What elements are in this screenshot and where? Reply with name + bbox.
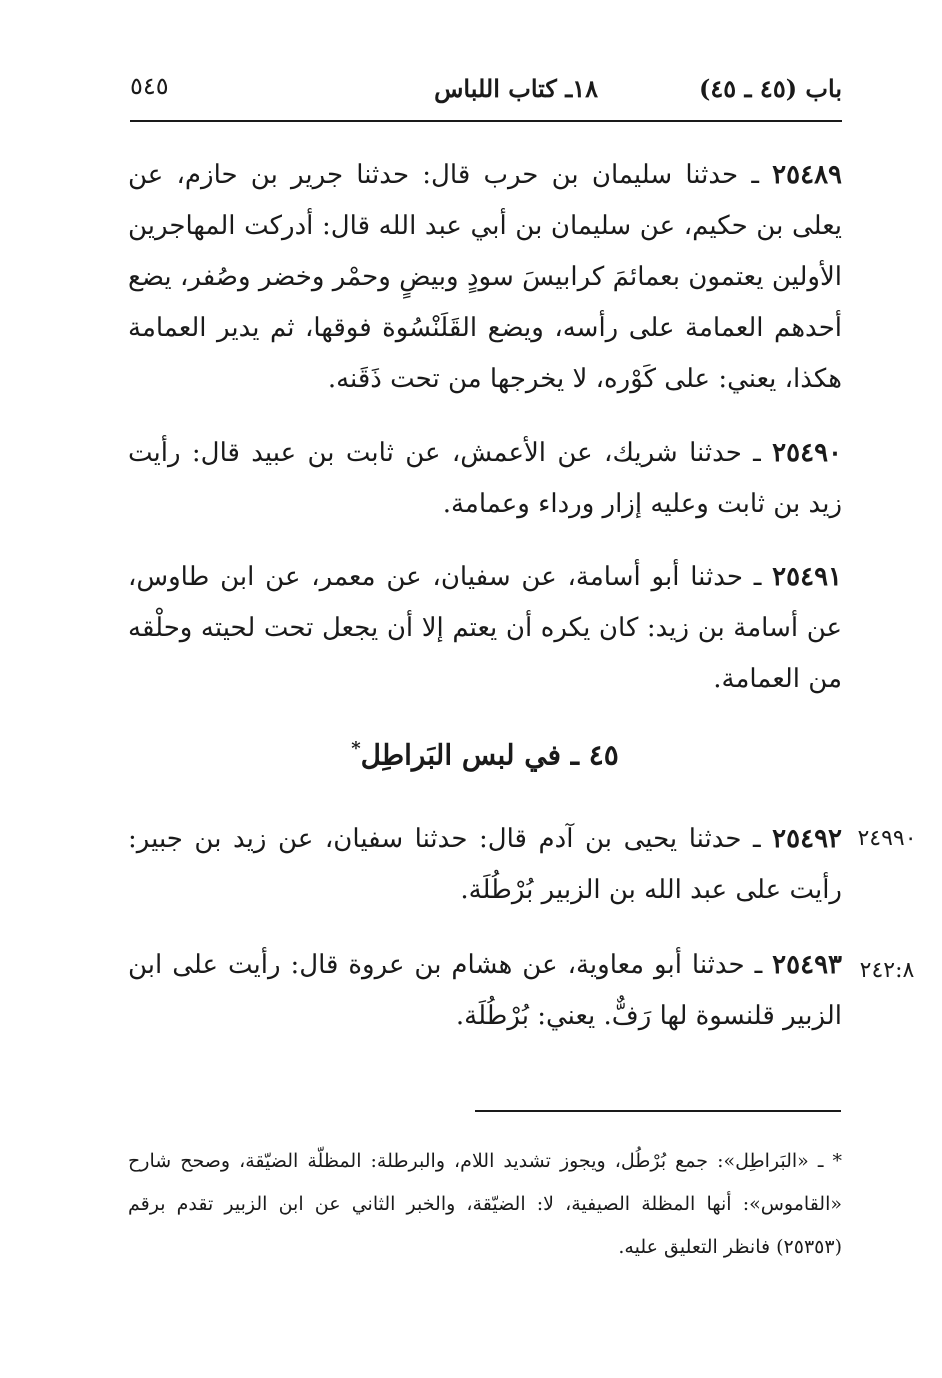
hadith-number: ٢٥٤٨٩ — [772, 160, 842, 190]
section-title: ٤٥ ـ في لبس البَراطِل — [360, 738, 619, 772]
footnote-divider — [475, 1110, 841, 1112]
hadith-text: ـ حدثنا شريك، عن الأعمش، عن ثابت بن عبيد قال: رأيت زيد بن ثابت وعليه إزار ورداء وعمامة. — [128, 438, 842, 519]
hadith-number: ٢٥٤٩٣ — [772, 950, 842, 980]
hadith-25493 — [128, 940, 842, 1042]
chapter-range: باب (٤٥ ـ ٤٥) — [699, 74, 842, 103]
section-heading — [128, 738, 842, 771]
footnote-marker: * — [351, 738, 361, 759]
header-divider — [130, 120, 842, 122]
hadith-number: ٢٥٤٩٠ — [772, 438, 842, 468]
hadith-text: ـ حدثنا أبو معاوية، عن هشام بن عروة قال: رأيت على ابن الزبير قلنسوة لها رَفٌّ. يعني: بُرْطُلَة. — [128, 950, 842, 1031]
margin-reference: ٢٤٢:٨ — [859, 958, 915, 983]
hadith-25491 — [128, 552, 842, 705]
page-number: ٥٤٥ — [130, 72, 169, 100]
hadith-number: ٢٥٤٩١ — [772, 562, 842, 592]
hadith-text: ـ حدثنا أبو أسامة، عن سفيان، عن معمر، عن ابن طاوس، عن أسامة بن زيد: كان يكره أن يعتم إلا أن يجعل تحت لحيته وحلْقه من العمامة. — [128, 562, 842, 694]
hadith-25492 — [128, 814, 842, 916]
book-title: ١٨ـ كتاب اللباس — [434, 74, 598, 103]
footnote: * ـ «البَراطِل»: جمع بُرْطُل، ويجوز تشديد اللام، والبرطلة: المظلّة الضيّقة، وصحح شارح «القاموس»: أنها المظلة الصيفية، لا: الضيّقة، والخبر الثاني عن ابن الزبير تقدم برقم (٢٥٣٥٣) فانظر التعليق عليه. — [128, 1150, 842, 1258]
hadith-text: ـ حدثنا يحيى بن آدم قال: حدثنا سفيان، عن زيد بن جبير: رأيت على عبد الله بن الزبير بُرْطُلَة. — [128, 824, 842, 905]
margin-reference: ٢٤٩٩٠ — [857, 826, 917, 851]
hadith-number: ٢٥٤٩٢ — [772, 824, 842, 854]
hadith-25489 — [128, 150, 842, 405]
running-header — [130, 62, 842, 118]
hadith-25490 — [128, 428, 842, 530]
hadith-text: ـ حدثنا سليمان بن حرب قال: حدثنا جرير بن حازم، عن يعلى بن حكيم، عن سليمان بن أبي عبد الله قال: أدركت المهاجرين الأولين يعتمون بعمائمَ كرابيسَ سودٍ وبيضٍ وحمْر وخضر وصُفر، يضع أحدهم العمامة على رأسه، ويضع القَلَنْسُوة فوقها، ثم يدير العمامة هكذا، يعني: على كَوْره، لا يخرجها من تحت ذَقَنه. — [128, 160, 842, 394]
